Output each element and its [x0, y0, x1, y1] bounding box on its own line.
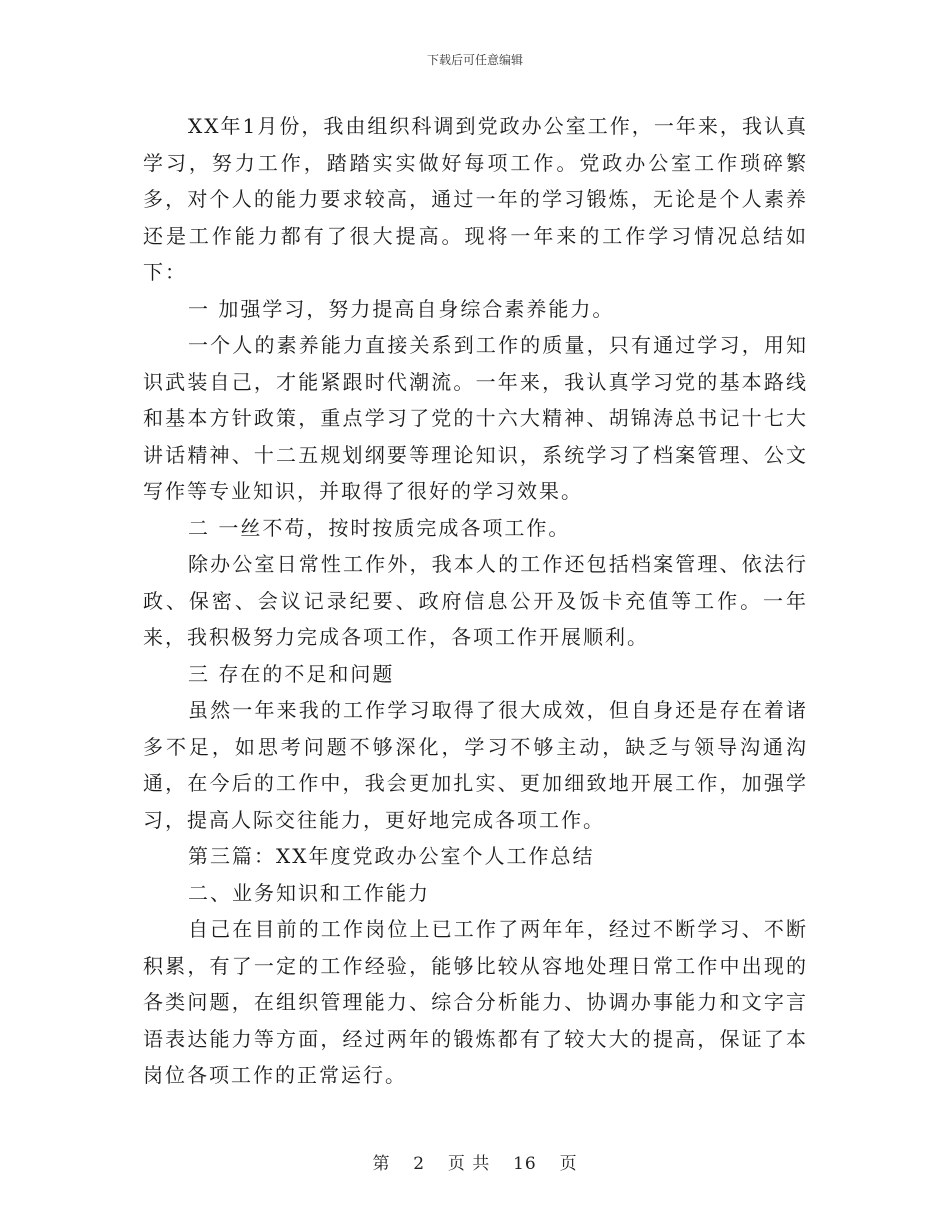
footer-prefix: 第: [372, 1154, 391, 1174]
header-note: 下载后可任意编辑: [426, 53, 523, 67]
page-footer: [0, 1153, 950, 1175]
footer-middle: 页 共: [447, 1154, 491, 1174]
section-heading-business: 二、业务知识和工作能力: [188, 880, 430, 905]
paragraph-business: 自己在目前的工作岗位上已工作了两年年，经过不断学习、不断积累，有了一定的工作经验，能够比较从容地处理日常工作中出现的各类问题，在组织管理能力、综合分析能力、协调办事能力和文字言语表达能力等方面，经过两年的锻炼都有了较大大的提高，保证了本岗位各项工作的正常运行。: [143, 917, 808, 1087]
paragraph-shortcomings: 虽然一年来我的工作学习取得了很大成效，但自身还是存在着诸多不足，如思考问题不够深化，学习不够主动，缺乏与领导沟通沟通，在今后的工作中，我会更加扎实、更加细致地开展工作，加强学习，提高人际交往能力，更好地完成各项工作。: [143, 698, 808, 832]
paragraph-study: 一个人的素养能力直接关系到工作的质量，只有通过学习，用知识武装自己，才能紧跟时代潮流。一年来，我认真学习党的基本路线和基本方针政策，重点学习了党的十六大精神、胡锦涛总书记十七大讲话精神、十二五规划纲要等理论知识，系统学习了档案管理、公文写作等专业知识，并取得了很好的学习效果。: [143, 333, 808, 503]
paragraph-intro: XX年1月份，我由组织科调到党政办公室工作，一年来，我认真学习，努力工作，踏踏实实做好每项工作。党政办公室工作琐碎繁多，对个人的能力要求较高，通过一年的学习锻炼，无论是个人素养还是工作能力都有了很大提高。现将一年来的工作学习情况总结如下：: [143, 114, 808, 284]
section-heading-1: 一 加强学习，努力提高自身综合素养能力。: [188, 296, 615, 321]
footer-suffix: 页: [559, 1154, 578, 1174]
total-pages: 16: [513, 1154, 537, 1174]
document-body: [143, 108, 808, 1094]
section-heading-2: 二 一丝不苟，按时按质完成各项工作。: [188, 515, 571, 540]
article-title: 第三篇：XX年度党政办公室个人工作总结: [188, 844, 595, 868]
page-number: 2: [413, 1154, 426, 1174]
section-heading-3: 三 存在的不足和问题: [188, 661, 395, 686]
paragraph-work: 除办公室日常性工作外，我本人的工作还包括档案管理、依法行政、保密、会议记录纪要、政府信息公开及饭卡充值等工作。一年来，我积极努力完成各项工作，各项工作开展顺利。: [143, 552, 808, 649]
